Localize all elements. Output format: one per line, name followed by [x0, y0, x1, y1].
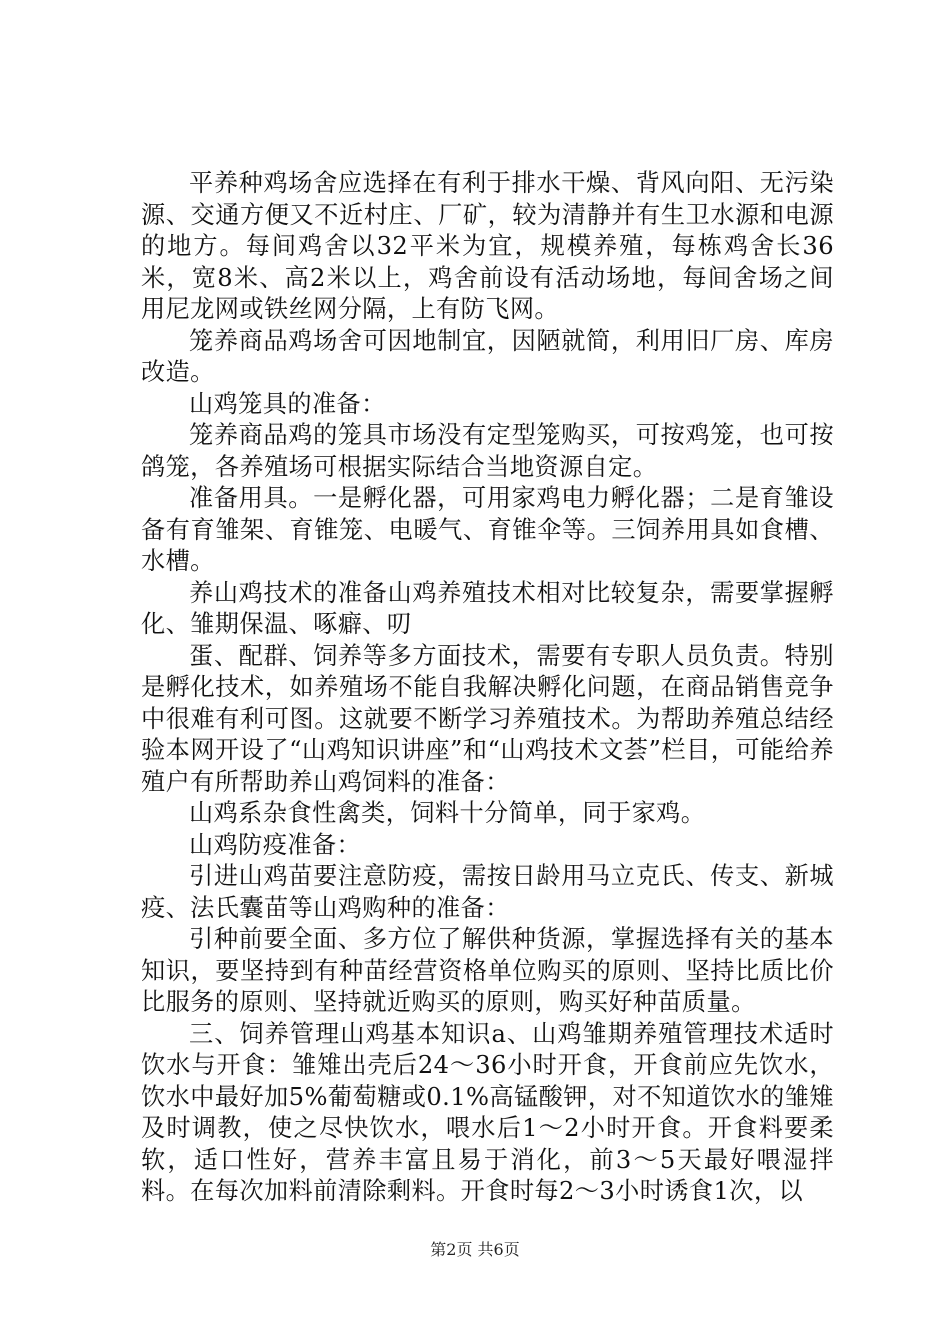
paragraph-technique: 养山鸡技术的准备山鸡养殖技术相对比较复杂，需要掌握孵化、雏期保温、啄癖、叨	[141, 578, 834, 638]
paragraph-technique-continued: 蛋、配群、饲养等多方面技术，需要有专职人员负责。特别是孵化技术，如养殖场不能自我解决孵化问题，在商品销售竞争中很难有利可图。这就要不断学习养殖技术。为帮助养殖总结经验本网开设了“山鸡知识讲座”和“山鸡技术文荟”栏目，可能给养殖户有所帮助养山鸡饲料的准备：	[141, 641, 834, 796]
paragraph-cage-heading: 山鸡笼具的准备：	[189, 389, 386, 418]
paragraph-site-selection: 平养种鸡场舍应选择在有利于排水干燥、背风向阳、无污染源、交通方便又不近村庄、厂矿，较为清静并有生卫水源和电源的地方。每间鸡舍以32平米为宜，规模养殖，每栋鸡舍长36米，宽8米、高2米以上，鸡舍前设有活动场地，每间舍场之间用尼龙网或铁丝网分隔，上有防飞网。	[141, 169, 834, 323]
paragraph-tools: 准备用具。一是孵化器，可用家鸡电力孵化器；二是育雏设备有育雏架、育锥笼、电暖气、育锥伞等。三饲养用具如食槽、水槽。	[141, 484, 834, 575]
paragraph-cage-equipment: 笼养商品鸡的笼具市场没有定型笼购买，可按鸡笼，也可按鸽笼，各养殖场可根据实际结合当地资源自定。	[141, 421, 834, 481]
paragraph-breeding-stock: 引种前要全面、多方位了解供种货源，掌握选择有关的基本知识，要坚持到有种苗经营资格单位购买的原则、坚持比质比价比服务的原则、坚持就近购买的原则，购买好种苗质量。	[141, 925, 834, 1016]
paragraph-management: 三、饲养管理山鸡基本知识a、山鸡雏期养殖管理技术适时饮水与开食：雏雉出壳后24～36小时开食，开食前应先饮水，饮水中最好加5%葡萄糖或0.1%高锰酸钾，对不知道饮水的雏雉及时调教，使之尽快饮水，喂水后1～2小时开食。开食料要柔软，适口性好，营养丰富且易于消化，前3～5天最好喂湿拌料。在每次加料前清除剩料。开食时每2～3小时诱食1次，以	[141, 1019, 834, 1205]
paragraph-epidemic-heading: 山鸡防疫准备：	[189, 830, 362, 859]
paragraph-feed: 山鸡系杂食性禽类，饲料十分简单，同于家鸡。	[189, 799, 706, 827]
page-number-footer: 第2页 共6页	[430, 1240, 520, 1259]
paragraph-cage-house: 笼养商品鸡场舍可因地制宜，因陋就简，利用旧厂房、库房改造。	[141, 326, 834, 386]
document-body	[141, 168, 834, 1208]
paragraph-epidemic: 引进山鸡苗要注意防疫，需按日龄用马立克氏、传支、新城疫、法氏囊苗等山鸡购种的准备：	[141, 862, 834, 922]
